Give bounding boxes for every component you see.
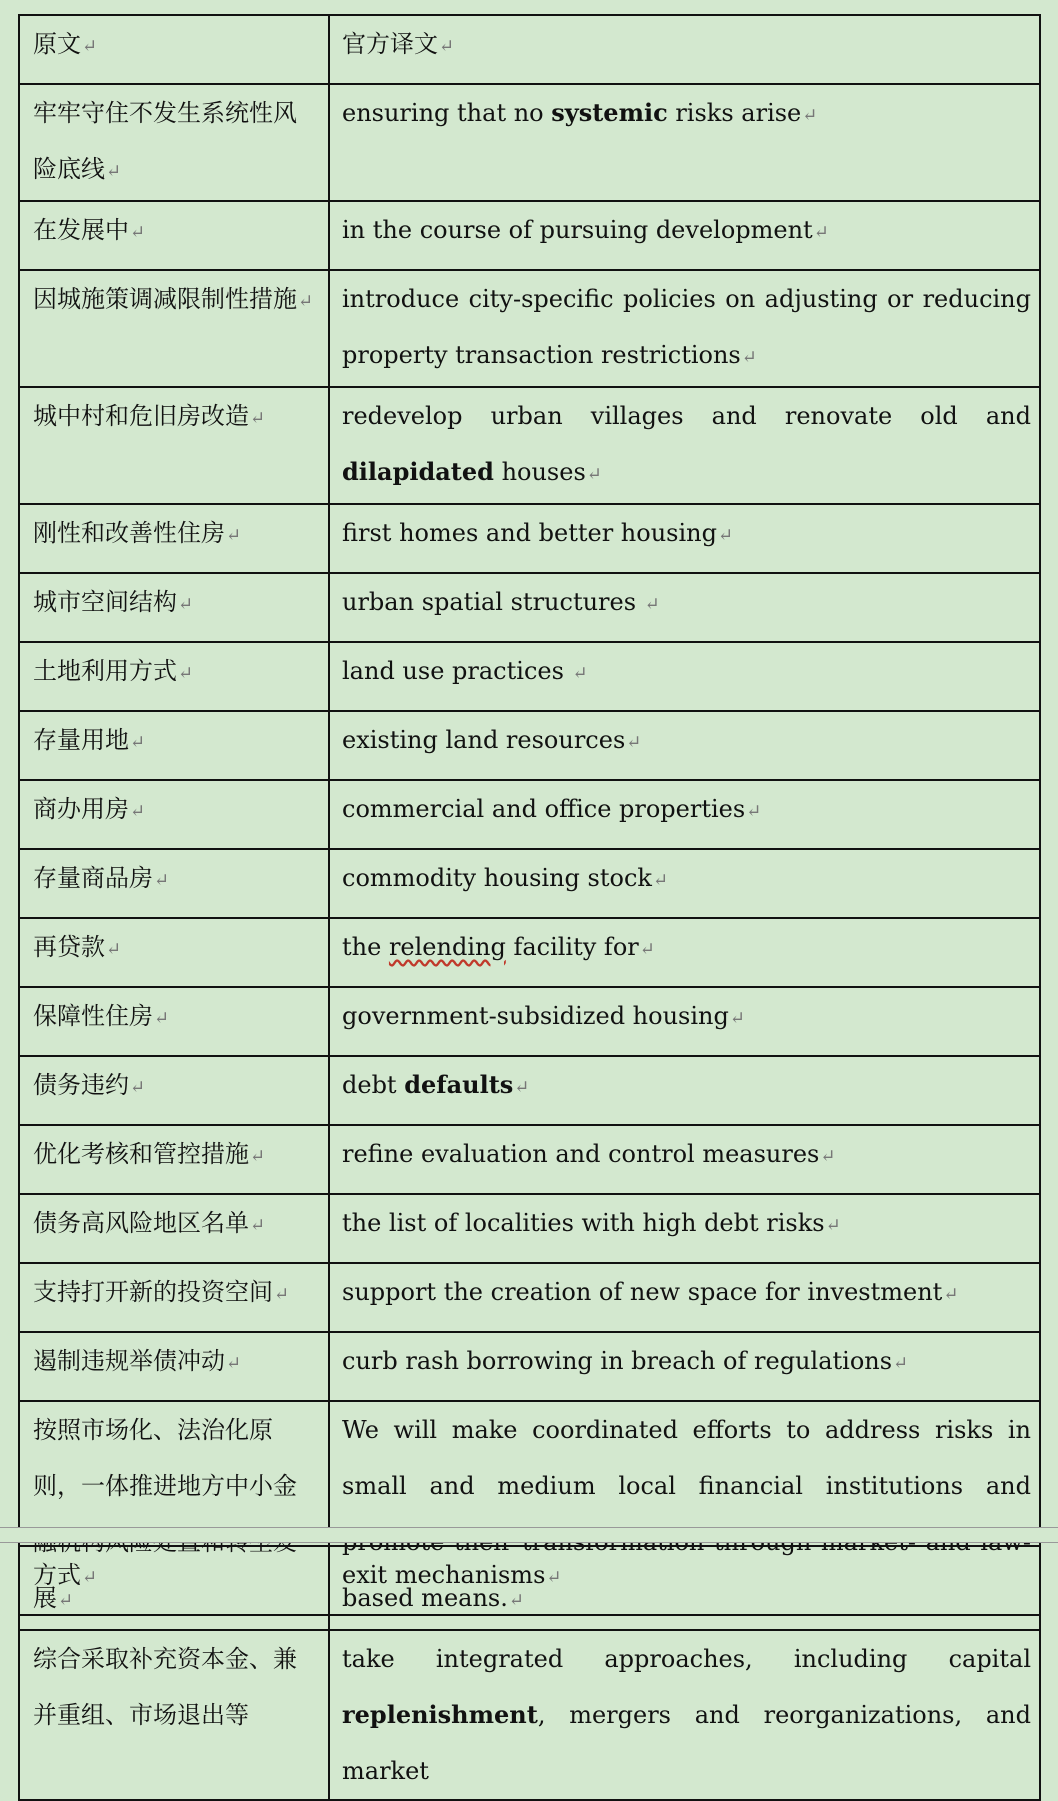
original-cell — [19, 504, 329, 573]
original-cell — [19, 1332, 329, 1401]
table-row — [19, 573, 1040, 642]
header-cell-original: 原文↵ — [19, 15, 329, 84]
translation-text: first homes and better housing — [342, 519, 717, 547]
table-row — [19, 711, 1040, 780]
table-row — [19, 201, 1040, 270]
paragraph-mark-icon: ↵ — [130, 1077, 146, 1098]
bold-term: defaults — [404, 1070, 514, 1099]
paragraph-mark-icon: ↵ — [439, 36, 455, 57]
original-text: 城市空间结构 — [33, 588, 177, 616]
translation-text: curb rash borrowing in breach of regulations — [342, 1347, 893, 1375]
translation-text: existing land resources — [342, 726, 626, 754]
translation-text: ensuring that no — [342, 99, 552, 127]
table-row — [19, 849, 1040, 918]
translation-text: redevelop urban villages and renovate old and — [342, 402, 1031, 430]
translation-text: refine evaluation and control measures — [342, 1140, 820, 1168]
original-cell — [19, 1263, 329, 1332]
translation-cell — [329, 1546, 1040, 1615]
translation-text: risks arise — [667, 99, 802, 127]
translation-cell — [329, 573, 1040, 642]
translation-cell — [329, 1125, 1040, 1194]
paragraph-mark-icon: ↵ — [250, 408, 266, 429]
paragraph-mark-icon: ↵ — [626, 732, 642, 753]
translation-text: , mergers and reorganizations, and market — [342, 1701, 1031, 1785]
translation-cell — [329, 642, 1040, 711]
paragraph-mark-icon: ↵ — [130, 801, 146, 822]
translation-cell — [329, 780, 1040, 849]
paragraph-mark-icon: ↵ — [82, 1567, 98, 1588]
original-text: 按照市场化、法治化原则，一体推进地方中小金 展 — [33, 1416, 297, 1612]
original-cell — [19, 1194, 329, 1263]
table-row — [19, 1263, 1040, 1332]
spellcheck-flagged-word: relending — [388, 933, 506, 961]
translation-text: the list of localities with high debt risks — [342, 1209, 825, 1237]
paragraph-mark-icon: ↵ — [943, 1284, 959, 1305]
original-cell — [19, 573, 329, 642]
table-row — [19, 1332, 1040, 1401]
paragraph-mark-icon: ↵ — [813, 222, 829, 243]
original-cell — [19, 1630, 329, 1800]
translation-text: support the creation of new space for investment — [342, 1278, 943, 1306]
paragraph-mark-icon: ↵ — [644, 594, 660, 615]
table-row — [19, 1125, 1040, 1194]
paragraph-mark-icon: ↵ — [250, 1146, 266, 1167]
original-text: 存量商品房 — [33, 864, 153, 892]
original-cell — [19, 1546, 329, 1615]
original-text: 在发展中 — [33, 216, 129, 244]
translation-cell — [329, 387, 1040, 504]
paragraph-mark-icon: ↵ — [130, 732, 146, 753]
original-text: 优化考核和管控措施 — [33, 1140, 249, 1168]
original-text: 遏制违规举债冲动 — [33, 1347, 225, 1375]
translation-cell — [329, 1056, 1040, 1125]
table-row — [19, 642, 1040, 711]
original-cell — [19, 84, 329, 201]
translation-cell — [329, 711, 1040, 780]
paragraph-mark-icon: ↵ — [572, 663, 588, 684]
table-row — [19, 387, 1040, 504]
paragraph-mark-icon: ↵ — [298, 291, 314, 312]
paragraph-mark-icon: ↵ — [741, 347, 757, 368]
table-row — [19, 987, 1040, 1056]
translation-text: government-subsidized housing — [342, 1002, 729, 1030]
paragraph-mark-icon: ↵ — [178, 663, 194, 684]
paragraph-mark-icon: ↵ — [106, 939, 122, 960]
translation-text: take integrated approaches, including capital — [342, 1645, 1031, 1673]
original-text: 债务违约 — [33, 1071, 129, 1099]
translation-text: debt — [342, 1071, 405, 1099]
translation-cell — [329, 849, 1040, 918]
original-cell — [19, 918, 329, 987]
translation-cell — [329, 84, 1040, 201]
translation-cell — [329, 1630, 1040, 1800]
original-cell — [19, 780, 329, 849]
translation-cell — [329, 1263, 1040, 1332]
table-row — [19, 270, 1040, 387]
paragraph-mark-icon: ↵ — [546, 1567, 562, 1588]
table-header-row — [19, 15, 1040, 84]
paragraph-mark-icon: ↵ — [825, 1215, 841, 1236]
original-cell — [19, 849, 329, 918]
original-text: 牢牢守住不发生系统性风险底线 — [33, 99, 297, 183]
translation-text: exit mechanisms — [342, 1561, 546, 1589]
paragraph-mark-icon: ↵ — [178, 594, 194, 615]
translation-text: the — [342, 933, 389, 961]
original-cell — [19, 201, 329, 270]
translation-cell — [329, 987, 1040, 1056]
original-text: 商办用房 — [33, 795, 129, 823]
table-row — [19, 84, 1040, 201]
original-text: 保障性住房 — [33, 1002, 153, 1030]
paragraph-mark-icon: ↵ — [274, 1284, 290, 1305]
paragraph-mark-icon: ↵ — [893, 1353, 909, 1374]
original-cell — [19, 642, 329, 711]
paragraph-mark-icon: ↵ — [639, 939, 655, 960]
translation-cell — [329, 1332, 1040, 1401]
translation-text: commercial and office properties — [342, 795, 746, 823]
table-row — [19, 1056, 1040, 1125]
original-text: 综合采取补充资本金、兼并重组、市场退出等 — [33, 1645, 297, 1729]
table-row — [19, 1630, 1040, 1800]
original-cell — [19, 1056, 329, 1125]
table-row — [19, 1194, 1040, 1263]
paragraph-mark-icon: ↵ — [652, 870, 669, 891]
translation-text: in the course of pursuing development — [342, 216, 813, 244]
paragraph-mark-icon: ↵ — [250, 1215, 266, 1236]
paragraph-mark-icon: ↵ — [514, 1077, 530, 1098]
original-text: 因城施策调减限制性措施 — [33, 285, 297, 313]
paragraph-mark-icon: ↵ — [82, 36, 98, 57]
original-text: 支持打开新的投资空间 — [33, 1278, 273, 1306]
paragraph-mark-icon: ↵ — [154, 1008, 170, 1029]
translation-text: houses — [493, 458, 586, 486]
original-text: 城中村和危旧房改造 — [33, 402, 249, 430]
paragraph-mark-icon: ↵ — [226, 1353, 242, 1374]
table-row — [19, 918, 1040, 987]
table-row — [19, 780, 1040, 849]
bold-term: systemic — [551, 98, 668, 127]
translation-text: facility for — [505, 933, 639, 961]
translation-text: introduce city-specific policies on adjusting or reducing property transaction restrictions — [342, 285, 1031, 369]
glossary-table-continued — [18, 1545, 1041, 1616]
translation-text: urban spatial structures — [342, 588, 644, 616]
original-cell — [19, 387, 329, 504]
translation-cell — [329, 270, 1040, 387]
paragraph-mark-icon: ↵ — [130, 222, 146, 243]
original-cell — [19, 987, 329, 1056]
translation-text: commodity housing stock — [342, 864, 652, 892]
original-text: 债务高风险地区名单 — [33, 1209, 249, 1237]
paragraph-mark-icon: ↵ — [106, 161, 122, 182]
table-row — [19, 1546, 1040, 1615]
paragraph-mark-icon: ↵ — [746, 801, 762, 822]
paragraph-mark-icon: ↵ — [802, 105, 818, 126]
original-text: 刚性和改善性住房 — [33, 519, 225, 547]
paragraph-mark-icon: ↵ — [820, 1146, 836, 1167]
table-row — [19, 504, 1040, 573]
original-text: 再贷款 — [33, 933, 105, 961]
paragraph-mark-icon: ↵ — [58, 1590, 74, 1611]
page-break-separator — [0, 1527, 1058, 1543]
translation-cell — [329, 918, 1040, 987]
paragraph-mark-icon: ↵ — [717, 525, 734, 546]
original-cell — [19, 1125, 329, 1194]
translation-cell — [329, 201, 1040, 270]
paragraph-mark-icon: ↵ — [586, 464, 602, 485]
translation-text: land use practices — [342, 657, 572, 685]
translation-cell — [329, 504, 1040, 573]
original-cell — [19, 711, 329, 780]
bold-term: replenishment — [342, 1700, 538, 1729]
paragraph-mark-icon: ↵ — [154, 870, 170, 891]
original-cell — [19, 270, 329, 387]
translation-text: We will make coordinated efforts to address risks in small and medium local financial institutions and based means. — [342, 1416, 1031, 1612]
original-text: 土地利用方式 — [33, 657, 177, 685]
original-text: 存量用地 — [33, 726, 129, 754]
header-cell-translation: 官方译文↵ — [329, 15, 1040, 84]
translation-cell — [329, 1194, 1040, 1263]
paragraph-mark-icon: ↵ — [508, 1590, 524, 1611]
original-text: 方式 — [33, 1561, 81, 1589]
paragraph-mark-icon: ↵ — [226, 525, 242, 546]
bold-term: dilapidated — [342, 457, 494, 486]
paragraph-mark-icon: ↵ — [729, 1008, 745, 1029]
